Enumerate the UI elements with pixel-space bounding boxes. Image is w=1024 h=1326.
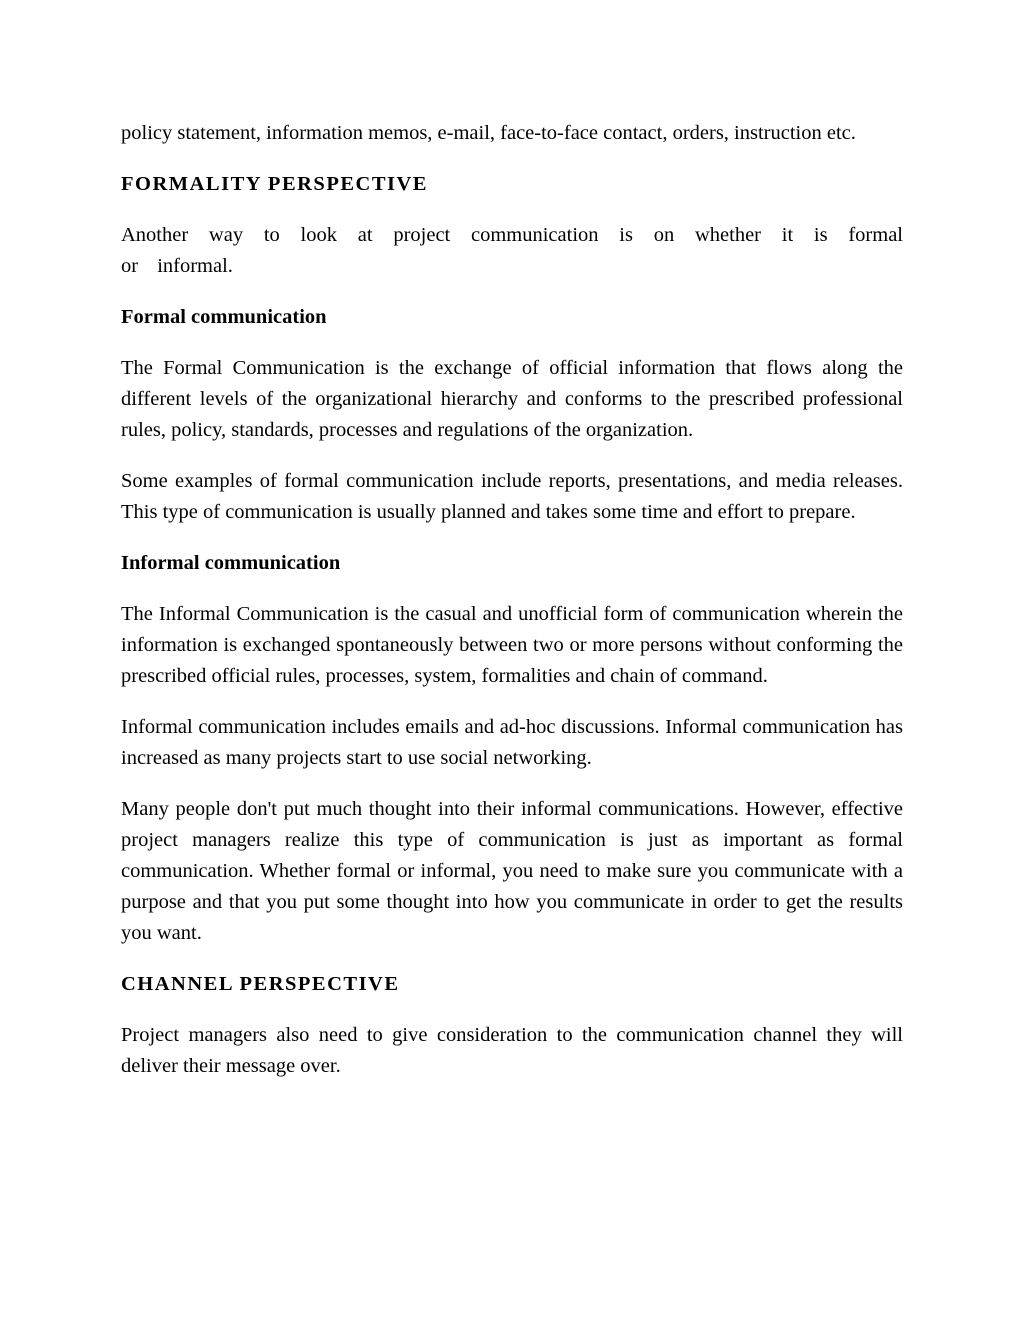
document-page bbox=[121, 118, 903, 1102]
channel-paragraph: Project managers also need to give consideration to the communication channel they will deliver their message over. bbox=[121, 1024, 903, 1077]
formality-perspective-heading: FORMALITY PERSPECTIVE bbox=[121, 173, 428, 195]
channel-perspective-heading: CHANNEL PERSPECTIVE bbox=[121, 973, 400, 995]
intro-paragraph: policy statement, information memos, e-mail, face-to-face contact, orders, instruction etc. bbox=[121, 122, 856, 144]
informal-communication-heading: Informal communication bbox=[121, 552, 341, 574]
formal-communication-heading: Formal communication bbox=[121, 306, 327, 328]
formal-paragraph-1: The Formal Communication is the exchange of official information that flows along the different levels of the organizational hierarchy and conforms to the prescribed professional rules, policy, standards, processes and regulations of the organization. bbox=[121, 357, 903, 441]
formal-paragraph-2: Some examples of formal communication include reports, presentations, and media releases. This type of communication is usually planned and takes some time and effort to prepare. bbox=[121, 470, 903, 523]
informal-paragraph-1: The Informal Communication is the casual and unofficial form of communication wherein the information is exchanged spontaneously between two or more persons without conforming the prescribed official rules, processes, system, formalities and chain of command. bbox=[121, 603, 903, 687]
informal-paragraph-3: Many people don't put much thought into their informal communications. However, effective project managers realize this type of communication is just as important as formal communication. Whether formal or informal, you need to make sure you communicate with a purpose and that you put some thought into how you communicate in order to get the results you want. bbox=[121, 798, 903, 944]
informal-paragraph-2: Informal communication includes emails and ad-hoc discussions. Informal communication has increased as many projects start to use social networking. bbox=[121, 716, 903, 769]
formality-paragraph: Another way to look at project communication is on whether it is formal or informal. bbox=[121, 224, 903, 277]
